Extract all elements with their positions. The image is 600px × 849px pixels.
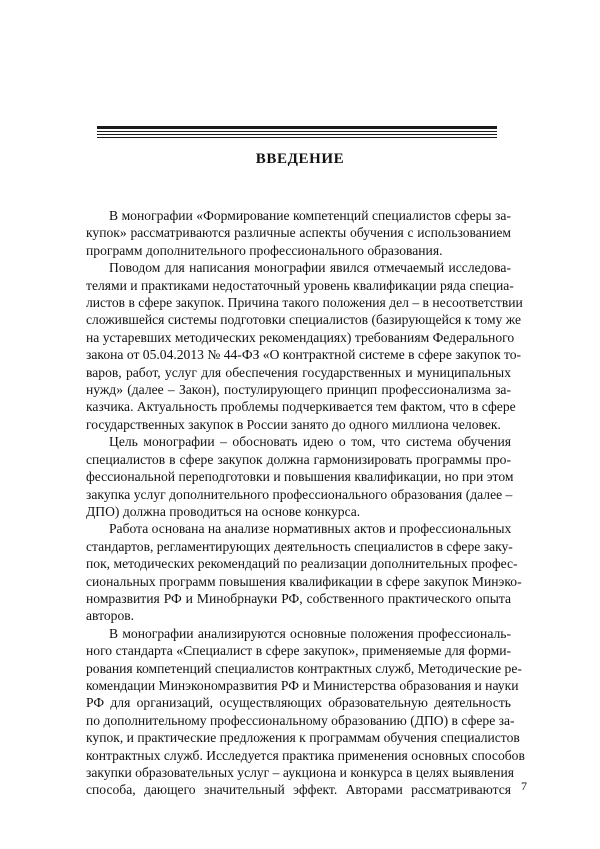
text-line: пок, методических рекомендаций по реализации дополнительных профес- — [86, 556, 518, 572]
text-line: фессиональной переподготовки и повышения квалификации, но при этом — [86, 469, 514, 485]
text-line: контрактных служб. Исследуется практика применения основных способов — [86, 747, 525, 763]
text-line: телями и практиками недостаточный уровень квалификации ряда специа- — [86, 277, 514, 293]
text-line: казчика. Актуальность проблемы подчеркивается тем фактом, что в сфере — [86, 399, 516, 415]
text-line: ДПО) должна проводиться на основе конкурса. — [86, 503, 361, 519]
text-line: нужд» (далее – Закон), постулирующего принцип профессионализма за- — [86, 382, 511, 398]
text-line: специалистов в сфере закупок должна гармонизировать программы про- — [86, 451, 511, 467]
text-line: закона от 05.04.2013 № 44-ФЗ «О контрактной системе в сфере закупок то- — [86, 347, 522, 363]
text-line: комендации Минэкономразвития РФ и Министерства образования и науки — [86, 677, 519, 693]
text-line: листов в сфере закупок. Причина такого положения дел – в несоответствии — [86, 295, 523, 311]
text-line: государственных закупок в России занято до одного миллиона человек. — [86, 416, 501, 432]
text-line: номразвития РФ и Минобрнауки РФ, собственного практического опыта — [86, 590, 511, 606]
text-line: авторов. — [86, 608, 135, 624]
text-line: стандартов, регламентирующих деятельность специалистов в сфере заку- — [86, 538, 513, 554]
text-line: Цель монографии – обосновать идею о том, что система обучения — [109, 434, 511, 450]
text-line: Поводом для написания монографии явился отмечаемый исследова- — [109, 260, 511, 276]
header-rule-thin — [97, 131, 497, 132]
text-line: рования компетенций специалистов контрактных служб, Методические ре- — [86, 660, 522, 676]
text-line: РФ для организаций, осуществляющих образовательную деятельность — [86, 695, 511, 711]
text-line: купок» рассматриваются различные аспекты обучения с использованием — [86, 225, 511, 241]
text-line: В монографии анализируются основные положения профессиональ- — [109, 625, 511, 641]
text-line: ного стандарта «Специалист в сфере закупок», применяемые для форми- — [86, 643, 511, 659]
text-line: закупки образовательных услуг – аукциона и конкурса в целях выявления — [86, 765, 514, 780]
text-line: Работа основана на анализе нормативных актов и профессиональных — [109, 521, 512, 537]
text-line: программ дополнительного профессионального образования. — [86, 242, 443, 258]
text-line: купок, и практические предложения к программам обучения специалистов — [86, 730, 520, 746]
text-line: В монографии «Формирование компетенций специалистов сферы за- — [109, 208, 511, 223]
text-line: способа, дающего значительный эффект. Авторами рассматриваются — [86, 782, 511, 798]
text-line: сиональных программ повышения квалификации в сфере закупок Минэко- — [86, 573, 522, 589]
page-title: ВВЕДЕНИЕ — [255, 151, 345, 167]
text-line: варов, работ, услуг для обеспечения государственных и муниципальных — [86, 364, 511, 380]
text-line: по дополнительному профессиональному образованию (ДПО) в сфере за- — [86, 712, 515, 728]
body-text — [86, 207, 525, 799]
text-line: сложившейся системы подготовки специалистов (базирующейся к тому же — [86, 312, 521, 328]
text-line: закупка услуг дополнительного профессионального образования (далее – — [86, 486, 513, 502]
header-rule-thin — [97, 137, 497, 138]
page-number: 7 — [521, 779, 527, 793]
header-rule-thick — [97, 126, 497, 129]
text-line: на устаревших методических рекомендациях) требованиям Федерального — [86, 329, 515, 345]
header-rule-thin — [97, 134, 497, 135]
